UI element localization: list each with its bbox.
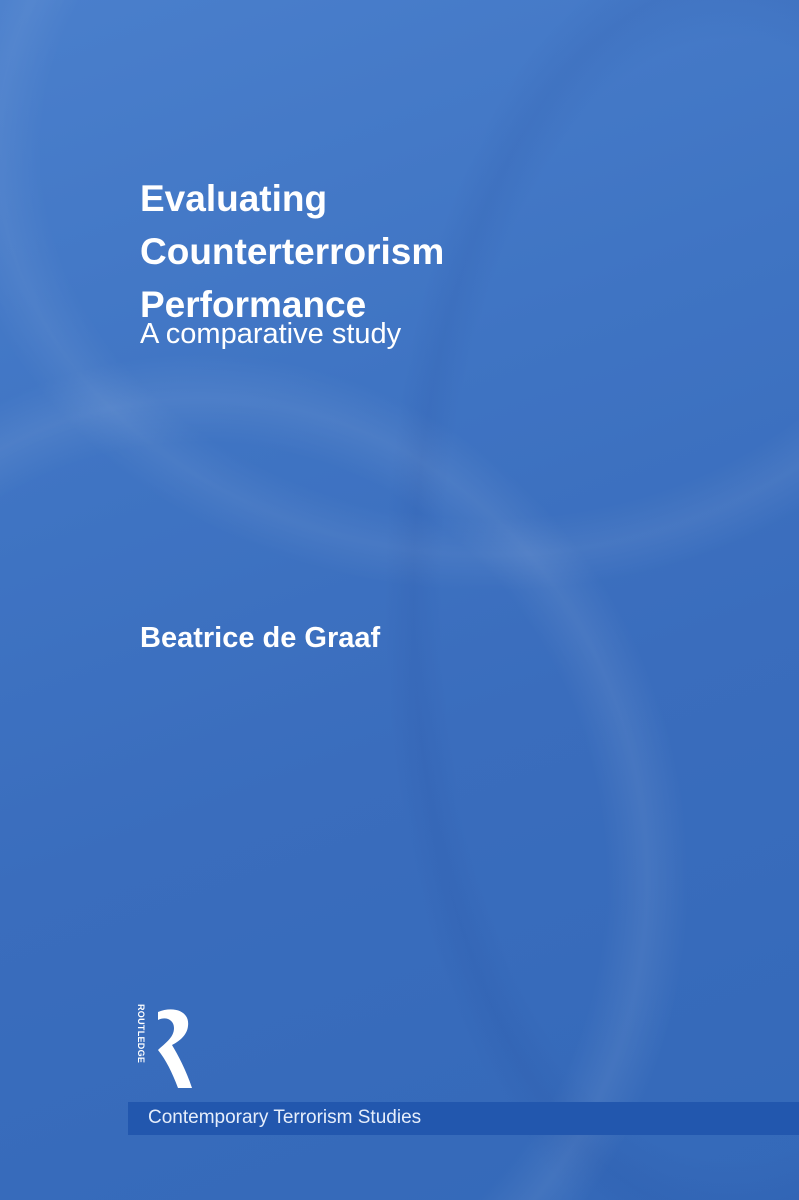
book-subtitle: A comparative study [140, 318, 402, 350]
title-line: Counterterrorism [140, 231, 445, 272]
series-name: Contemporary Terrorism Studies [148, 1107, 422, 1128]
routledge-logo-icon [132, 1000, 202, 1090]
title-line: Evaluating [140, 178, 328, 219]
title-line: Performance [140, 284, 367, 325]
book-title [140, 172, 444, 331]
svg-text:ROUTLEDGE: ROUTLEDGE [136, 1004, 146, 1064]
series-banner [128, 1102, 799, 1135]
book-author: Beatrice de Graaf [140, 622, 381, 654]
